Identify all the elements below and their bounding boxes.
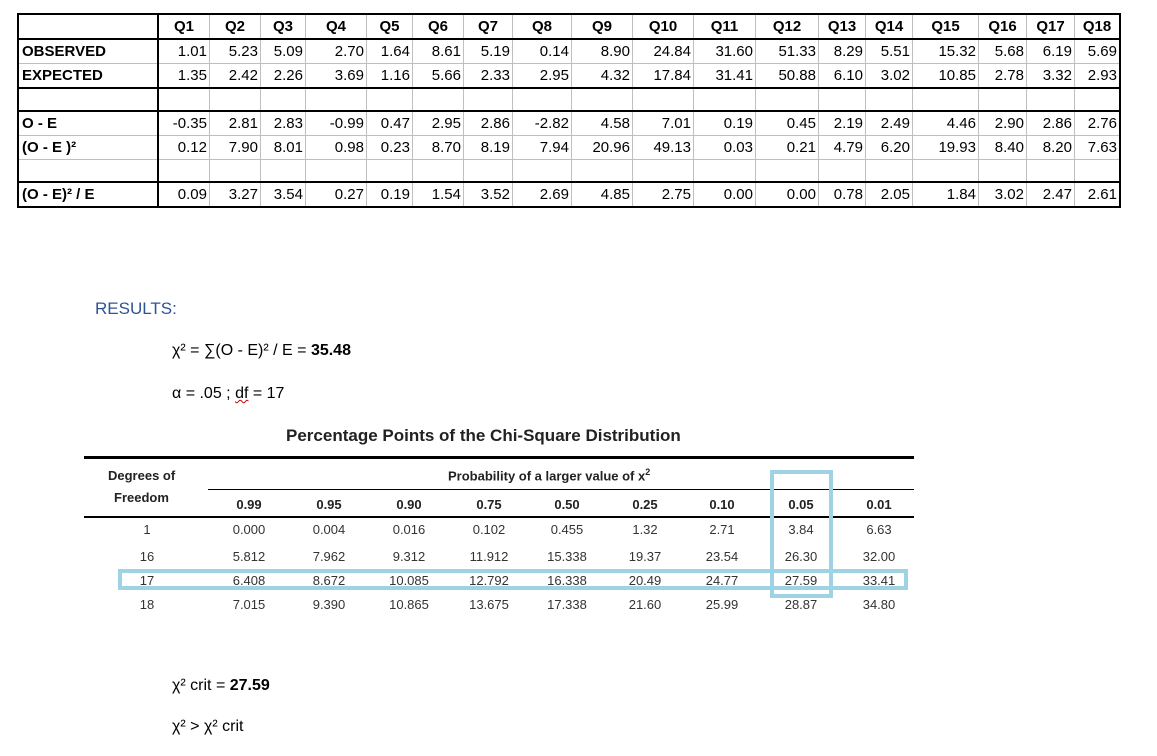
- table-cell: 5.66: [413, 64, 464, 89]
- empty-cell: [866, 88, 913, 111]
- table-cell: 3.69: [306, 64, 367, 89]
- column-header: Q6: [413, 14, 464, 39]
- critical-value-cell: 33.41: [862, 573, 896, 588]
- table-cell: 3.54: [261, 182, 306, 207]
- table-cell: 3.27: [210, 182, 261, 207]
- table-cell: 4.58: [572, 111, 633, 136]
- critical-value-cell: 0.455: [550, 522, 584, 537]
- critical-value-cell: 15.338: [547, 549, 587, 564]
- column-header: Q17: [1027, 14, 1075, 39]
- results-heading: RESULTS:: [95, 299, 177, 318]
- dof-header-line1: Degrees of: [108, 468, 176, 483]
- critical-value-cell: 13.675: [469, 597, 509, 612]
- empty-label-cell: [18, 160, 158, 183]
- alpha-text: α = .05 ;: [172, 385, 236, 402]
- table-cell: 0.14: [513, 39, 572, 64]
- critical-value-cell: 12.792: [469, 573, 509, 588]
- table-cell: 2.76: [1075, 111, 1121, 136]
- critical-value-cell: 10.085: [389, 573, 429, 588]
- chi-square-formula-text: χ² = ∑(O - E)² / E =: [172, 342, 311, 359]
- table-cell: -2.82: [513, 111, 572, 136]
- column-header: Q14: [866, 14, 913, 39]
- dof-cell: 17: [139, 573, 155, 588]
- table-cell: 8.90: [572, 39, 633, 64]
- empty-cell: [572, 88, 633, 111]
- table-cell: 2.49: [866, 111, 913, 136]
- column-header: Q16: [979, 14, 1027, 39]
- probability-column-header: 0.50: [554, 497, 580, 512]
- column-header: Q7: [464, 14, 513, 39]
- row-label: O - E: [18, 111, 158, 136]
- table-cell: 2.61: [1075, 182, 1121, 207]
- critical-value-cell: 6.63: [866, 522, 892, 537]
- probability-column-header: 0.95: [316, 497, 342, 512]
- column-header: Q3: [261, 14, 306, 39]
- table-cell: 0.78: [819, 182, 866, 207]
- critical-value-cell: 2.71: [709, 522, 735, 537]
- critical-value-cell: 10.865: [389, 597, 429, 612]
- table-cell: 1.35: [158, 64, 210, 89]
- table-cell: 2.83: [261, 111, 306, 136]
- table-cell: 0.00: [694, 182, 756, 207]
- table-cell: 1.64: [367, 39, 413, 64]
- table-cell: 1.54: [413, 182, 464, 207]
- empty-cell: [979, 160, 1027, 183]
- empty-cell: [1027, 88, 1075, 111]
- table-cell: 7.90: [210, 136, 261, 160]
- critical-value-cell: 11.912: [469, 549, 509, 564]
- table-cell: 0.23: [367, 136, 413, 160]
- calc-row-o-minus-e: [18, 111, 1120, 136]
- table-cell: 4.85: [572, 182, 633, 207]
- conclusion-line: χ² > χ² crit: [172, 718, 244, 735]
- table-cell: 8.01: [261, 136, 306, 160]
- table-cell: 1.01: [158, 39, 210, 64]
- table-cell: 31.41: [694, 64, 756, 89]
- critical-value-cell: 32.00: [862, 549, 896, 564]
- row-label: (O - E)² / E: [18, 182, 158, 207]
- table-cell: 7.63: [1075, 136, 1121, 160]
- column-header: Q12: [756, 14, 819, 39]
- column-header: Q10: [633, 14, 694, 39]
- probability-column-header: 0.75: [476, 497, 502, 512]
- table-cell: 5.19: [464, 39, 513, 64]
- critical-value-cell: 21.60: [628, 597, 662, 612]
- empty-cell: [306, 160, 367, 183]
- table-cell: 2.78: [979, 64, 1027, 89]
- empty-cell: [1027, 160, 1075, 183]
- empty-cell: [261, 88, 306, 111]
- table-cell: 5.68: [979, 39, 1027, 64]
- empty-cell: [913, 160, 979, 183]
- calc-row-observed: [18, 39, 1120, 64]
- table-cell: 4.46: [913, 111, 979, 136]
- ref-table-title: Percentage Points of the Chi-Square Distribution: [286, 426, 681, 445]
- table-cell: 50.88: [756, 64, 819, 89]
- table-cell: 8.19: [464, 136, 513, 160]
- highlight-col-005: [770, 470, 833, 598]
- table-cell: 2.81: [210, 111, 261, 136]
- df-value: = 17: [248, 385, 285, 402]
- critical-value-cell: 27.59: [784, 573, 818, 588]
- table-cell: 1.84: [913, 182, 979, 207]
- empty-cell: [819, 160, 866, 183]
- table-cell: 2.19: [819, 111, 866, 136]
- empty-cell: [158, 160, 210, 183]
- empty-cell: [513, 160, 572, 183]
- table-cell: 8.20: [1027, 136, 1075, 160]
- table-cell: 3.02: [866, 64, 913, 89]
- table-cell: 2.86: [464, 111, 513, 136]
- column-header: Q1: [158, 14, 210, 39]
- critical-value-cell: 0.000: [232, 522, 266, 537]
- column-header: Q5: [367, 14, 413, 39]
- probability-column-header: 0.90: [396, 497, 422, 512]
- table-cell: 0.21: [756, 136, 819, 160]
- empty-cell: [513, 88, 572, 111]
- table-cell: 2.93: [1075, 64, 1121, 89]
- dof-cell: 18: [139, 597, 155, 612]
- table-cell: 2.26: [261, 64, 306, 89]
- column-header: Q11: [694, 14, 756, 39]
- empty-cell: [367, 160, 413, 183]
- table-cell: 6.10: [819, 64, 866, 89]
- critical-value-cell: 24.77: [705, 573, 739, 588]
- dof-cell: 16: [139, 549, 155, 564]
- table-cell: 4.79: [819, 136, 866, 160]
- column-header: Q9: [572, 14, 633, 39]
- table-cell: 0.47: [367, 111, 413, 136]
- table-cell: 24.84: [633, 39, 694, 64]
- table-cell: 5.23: [210, 39, 261, 64]
- column-header: Q4: [306, 14, 367, 39]
- empty-cell: [158, 88, 210, 111]
- table-cell: 2.95: [513, 64, 572, 89]
- column-header: Q13: [819, 14, 866, 39]
- probability-column-header: 0.05: [788, 497, 814, 512]
- table-cell: 2.42: [210, 64, 261, 89]
- table-cell: 2.47: [1027, 182, 1075, 207]
- table-cell: 0.98: [306, 136, 367, 160]
- empty-label-cell: [18, 88, 158, 111]
- table-cell: 51.33: [756, 39, 819, 64]
- df-word: df: [235, 385, 249, 402]
- table-cell: 0.45: [756, 111, 819, 136]
- table-cell: 8.29: [819, 39, 866, 64]
- critical-value-cell: 28.87: [784, 597, 818, 612]
- empty-cell: [464, 160, 513, 183]
- column-header: Q18: [1075, 14, 1121, 39]
- table-cell: 31.60: [694, 39, 756, 64]
- chi-square-formula: [172, 342, 351, 360]
- table-cell: 5.09: [261, 39, 306, 64]
- calc-row-o-minus-e-sq: [18, 136, 1120, 160]
- table-cell: 2.33: [464, 64, 513, 89]
- empty-cell: [210, 88, 261, 111]
- empty-cell: [1075, 88, 1121, 111]
- critical-value-cell: 0.102: [472, 522, 506, 537]
- critical-value-cell: 7.015: [232, 597, 266, 612]
- empty-cell: [756, 160, 819, 183]
- table-cell: 2.69: [513, 182, 572, 207]
- critical-value-cell: 34.80: [862, 597, 896, 612]
- table-cell: 3.32: [1027, 64, 1075, 89]
- alpha-df-line: [172, 385, 284, 403]
- empty-cell: [413, 88, 464, 111]
- critical-label: χ² crit =: [172, 677, 230, 694]
- empty-cell: [819, 88, 866, 111]
- table-cell: 0.09: [158, 182, 210, 207]
- table-cell: 5.69: [1075, 39, 1121, 64]
- empty-cell: [913, 88, 979, 111]
- critical-value: 27.59: [229, 677, 270, 694]
- empty-cell: [633, 160, 694, 183]
- row-label: OBSERVED: [18, 39, 158, 64]
- critical-value-cell: 9.390: [312, 597, 346, 612]
- table-cell: -0.35: [158, 111, 210, 136]
- critical-value-cell: 6.408: [232, 573, 266, 588]
- table-cell: 6.20: [866, 136, 913, 160]
- empty-cell: [756, 88, 819, 111]
- critical-value-cell: 0.004: [312, 522, 346, 537]
- table-cell: 15.32: [913, 39, 979, 64]
- critical-value-cell: 9.312: [392, 549, 426, 564]
- table-cell: 0.03: [694, 136, 756, 160]
- critical-value-cell: 17.338: [547, 597, 587, 612]
- table-cell: 20.96: [572, 136, 633, 160]
- calc-row-headers: [18, 14, 1120, 39]
- table-cell: 19.93: [913, 136, 979, 160]
- empty-cell: [694, 160, 756, 183]
- empty-cell: [572, 160, 633, 183]
- table-cell: 2.70: [306, 39, 367, 64]
- calc-row-gap2: [18, 160, 1120, 183]
- empty-cell: [633, 88, 694, 111]
- table-cell: 3.52: [464, 182, 513, 207]
- table-cell: 49.13: [633, 136, 694, 160]
- dof-cell: 1: [143, 522, 151, 537]
- column-header: Q2: [210, 14, 261, 39]
- empty-cell: [1075, 160, 1121, 183]
- table-cell: 17.84: [633, 64, 694, 89]
- empty-cell: [979, 88, 1027, 111]
- critical-value-cell: 20.49: [628, 573, 662, 588]
- table-cell: 0.00: [756, 182, 819, 207]
- table-cell: 8.70: [413, 136, 464, 160]
- empty-cell: [261, 160, 306, 183]
- critical-value-cell: 5.812: [232, 549, 266, 564]
- empty-cell: [367, 88, 413, 111]
- probability-column-header: 0.01: [866, 497, 892, 512]
- table-cell: 0.19: [694, 111, 756, 136]
- table-cell: 0.12: [158, 136, 210, 160]
- probability-header-text: Probability of a larger value of x: [448, 468, 646, 484]
- table-cell: 2.86: [1027, 111, 1075, 136]
- calc-row-chi-component: [18, 182, 1120, 207]
- row-label: (O - E )²: [18, 136, 158, 160]
- column-header: Q8: [513, 14, 572, 39]
- table-cell: -0.99: [306, 111, 367, 136]
- table-cell: 6.19: [1027, 39, 1075, 64]
- probability-column-header: 0.25: [632, 497, 658, 512]
- probability-column-header: 0.99: [236, 497, 262, 512]
- table-cell: 2.05: [866, 182, 913, 207]
- calc-row-expected: [18, 64, 1120, 89]
- column-header: Q15: [913, 14, 979, 39]
- empty-cell: [464, 88, 513, 111]
- ref-table-top-rule: [84, 456, 914, 459]
- table-cell: 0.27: [306, 182, 367, 207]
- table-cell: 2.95: [413, 111, 464, 136]
- calc-row-gap1: [18, 88, 1120, 111]
- critical-value-cell: 7.962: [312, 549, 346, 564]
- table-cell: 5.51: [866, 39, 913, 64]
- probability-header-sup: 2: [645, 467, 651, 477]
- calculation-table: [17, 13, 1121, 208]
- critical-value-line: [172, 677, 270, 695]
- table-cell: 7.01: [633, 111, 694, 136]
- critical-value-cell: 19.37: [628, 549, 662, 564]
- row-label: EXPECTED: [18, 64, 158, 89]
- critical-value-cell: 25.99: [705, 597, 739, 612]
- dof-header-line2: Freedom: [114, 490, 169, 505]
- table-cell: 0.19: [367, 182, 413, 207]
- empty-cell: [306, 88, 367, 111]
- probability-header: [448, 467, 650, 483]
- table-cell: 2.75: [633, 182, 694, 207]
- table-cell: 7.94: [513, 136, 572, 160]
- critical-value-cell: 3.84: [788, 522, 814, 537]
- empty-cell: [413, 160, 464, 183]
- table-cell: 1.16: [367, 64, 413, 89]
- critical-value-cell: 0.016: [392, 522, 426, 537]
- table-cell: 10.85: [913, 64, 979, 89]
- table-cell: 4.32: [572, 64, 633, 89]
- critical-value-cell: 1.32: [632, 522, 658, 537]
- table-cell: 3.02: [979, 182, 1027, 207]
- table-cell: 8.61: [413, 39, 464, 64]
- empty-cell: [866, 160, 913, 183]
- empty-label-cell: [18, 14, 158, 39]
- table-cell: 8.40: [979, 136, 1027, 160]
- empty-cell: [694, 88, 756, 111]
- empty-cell: [210, 160, 261, 183]
- critical-value-cell: 23.54: [705, 549, 739, 564]
- table-cell: 2.90: [979, 111, 1027, 136]
- critical-value-cell: 26.30: [784, 549, 818, 564]
- critical-value-cell: 16.338: [547, 573, 587, 588]
- critical-value-cell: 8.672: [312, 573, 346, 588]
- probability-column-header: 0.10: [709, 497, 735, 512]
- chi-square-value: 35.48: [310, 342, 351, 359]
